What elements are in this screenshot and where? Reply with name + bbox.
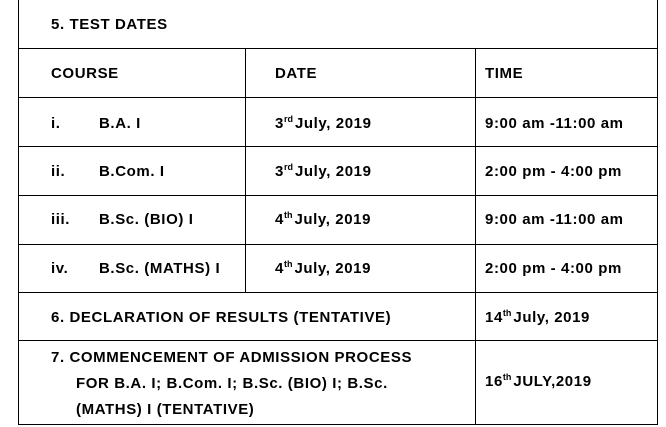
- commencement-line: FOR B.A. I; B.Com. I; B.Sc. (BIO) I; B.Sc.: [76, 375, 388, 392]
- commencement-line: (MATHS) I (TENTATIVE): [76, 401, 255, 418]
- date-suffix: th: [283, 259, 293, 269]
- test-date: [275, 115, 372, 134]
- date-day: 3: [275, 163, 284, 180]
- date-suffix: th: [502, 308, 512, 318]
- declaration-date: [485, 309, 590, 328]
- schedule-table: [18, 0, 658, 425]
- date-month-year: July, 2019: [294, 115, 372, 132]
- commencement-date: [485, 373, 592, 392]
- row-divider: [19, 48, 657, 49]
- row-number: iii.: [51, 211, 71, 228]
- date-suffix: th: [502, 372, 512, 382]
- course-name: B.Com. I: [99, 163, 165, 180]
- test-date: [275, 211, 371, 230]
- test-time: 9:00 am -11:00 am: [485, 211, 624, 228]
- date-month-year: July, 2019: [294, 163, 372, 180]
- row-divider: [19, 146, 657, 147]
- date-suffix: rd: [283, 162, 293, 172]
- test-time: 9:00 am -11:00 am: [485, 115, 624, 132]
- row-number: iv.: [51, 260, 69, 277]
- test-time: 2:00 pm - 4:00 pm: [485, 163, 622, 180]
- date-day: 4: [275, 260, 284, 277]
- date-day: 4: [275, 211, 284, 228]
- row-divider: [19, 244, 657, 245]
- date-month-year: JULY,2019: [513, 373, 592, 390]
- row-number: ii.: [51, 163, 66, 180]
- declaration-label: 6. DECLARATION OF RESULTS (TENTATIVE): [51, 309, 392, 326]
- row-number: i.: [51, 115, 61, 132]
- date-month-year: July, 2019: [294, 211, 372, 228]
- date-suffix: th: [283, 210, 293, 220]
- row-divider: [19, 195, 657, 196]
- row-divider: [19, 292, 657, 293]
- row-divider: [19, 97, 657, 98]
- test-date: [275, 163, 372, 182]
- date-day: 3: [275, 115, 284, 132]
- course-name: B.Sc. (BIO) I: [99, 211, 194, 228]
- section-title: 5. TEST DATES: [51, 16, 168, 33]
- date-day: 16: [485, 373, 503, 390]
- test-time: 2:00 pm - 4:00 pm: [485, 260, 622, 277]
- date-month-year: July, 2019: [513, 309, 590, 326]
- commencement-line: 7. COMMENCEMENT OF ADMISSION PROCESS: [51, 349, 413, 366]
- date-suffix: rd: [283, 114, 293, 124]
- test-date: [275, 260, 371, 279]
- commencement-label: [51, 345, 412, 423]
- course-name: B.Sc. (MATHS) I: [99, 260, 221, 277]
- row-divider: [19, 340, 657, 341]
- date-day: 14: [485, 309, 503, 326]
- header-course: COURSE: [51, 65, 119, 82]
- course-name: B.A. I: [99, 115, 141, 132]
- header-time: TIME: [485, 65, 524, 82]
- column-divider: [245, 48, 246, 292]
- column-divider: [475, 48, 476, 425]
- date-month-year: July, 2019: [294, 260, 372, 277]
- header-date: DATE: [275, 65, 318, 82]
